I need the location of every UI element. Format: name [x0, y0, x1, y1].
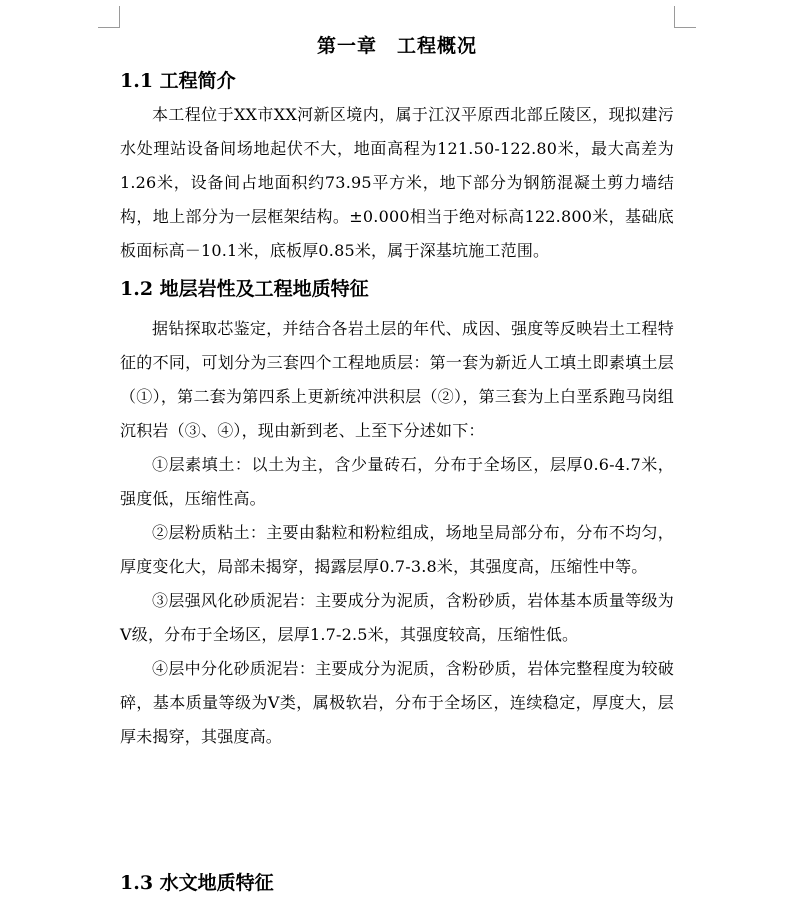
paragraph-geology-intro: 据钻探取芯鉴定，并结合各岩土层的年代、成因、强度等反映岩土工程特征的不同，可划分为三套四个工程地质层：第一套为新近人工填土即素填土层（①），第二套为第四系上更新统冲洪积层（②），第三套为上白垩系跑马岗组沉积岩（③、④），现由新到老、上至下分述如下： — [120, 319, 674, 440]
crop-mark-top-left-vertical — [119, 6, 120, 27]
paragraph-layer-2: ②层粉质粘土：主要由黏粒和粉粒组成，场地呈局部分布，分布不均匀，厚度变化大，局部未揭穿，揭露层厚0.7-3.8米，其强度高，压缩性中等。 — [120, 523, 674, 576]
crop-mark-top-right-horizontal — [674, 27, 696, 28]
section-heading-geology: 1.2 地层岩性及工程地质特征 — [120, 278, 369, 300]
paragraph-layer-1: ①层素填土：以土为主，含少量砖石，分布于全场区，层厚0.6-4.7米，强度低，压缩性高。 — [120, 455, 674, 508]
crop-mark-top-right-vertical — [674, 6, 675, 27]
paragraph-layer-3: ③层强风化砂质泥岩：主要成分为泥质，含粉砂质，岩体基本质量等级为Ⅴ级，分布于全场区，层厚1.7-2.5米，其强度较高，压缩性低。 — [120, 591, 674, 644]
paragraph-project-intro: 本工程位于XX市XX河新区境内，属于江汉平原西北部丘陵区，现拟建污水处理站设备间场地起伏不大，地面高程为121.50-122.80米，最大高差为1.26米，设备间占地面积约73.95平方米，地下部分为钢筋混凝土剪力墙结构，地上部分为一层框架结构。±0.000相当于绝对标高122.800米，基础底板面标高－10.1米，底板厚0.85米，属于深基坑施工范围。 — [120, 105, 674, 260]
section-heading-overview: 1.1 工程简介 — [120, 70, 236, 92]
chapter-title: 第一章 工程概况 — [316, 35, 477, 57]
crop-mark-top-left-horizontal — [98, 27, 120, 28]
paragraph-layer-4: ④层中分化砂质泥岩：主要成分为泥质，含粉砂质，岩体完整程度为较破碎，基本质量等级为Ⅴ类，属极软岩，分布于全场区，连续稳定，厚度大，层厚未揭穿，其强度高。 — [120, 659, 674, 746]
section-heading-cut-off: 1.3 水文地质特征 — [120, 872, 274, 894]
document-page — [120, 28, 674, 754]
